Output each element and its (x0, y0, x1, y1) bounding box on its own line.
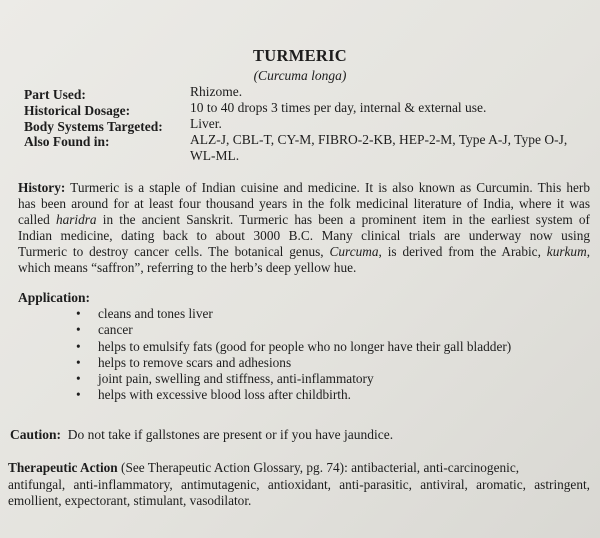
list-item: • cleans and tones liver (76, 306, 213, 321)
therapeutic-line: emollient, expectorant, stimulant, vasodilator. (8, 493, 252, 508)
historical-dosage-value: 10 to 40 drops 3 times per day, internal & external use. (190, 100, 487, 115)
caution-label: Caution: (10, 427, 62, 442)
history-line: has been around for at least four thousand years in the folk medicinal literature of India, where it was (18, 196, 590, 211)
history-label: History: (18, 180, 66, 195)
also-found-label: Also Found in: (24, 134, 110, 149)
bullet-icon: • (76, 322, 81, 338)
part-used-value: Rhizome. (190, 84, 243, 99)
bullet-icon: • (76, 306, 81, 321)
body-systems-label: Body Systems Targeted: (24, 119, 163, 134)
latin-name: (Curcuma longa) (253, 68, 347, 83)
arabic-term: kurkum (546, 244, 587, 259)
list-item: • helps with excessive blood loss after childbirth. (76, 387, 351, 403)
application-heading: Application: (18, 290, 91, 305)
application-list (76, 306, 511, 404)
list-item: • helps to emulsify fats (good for people who no longer have their gall bladder) (76, 338, 512, 354)
historical-dosage-label: Historical Dosage: (24, 103, 131, 118)
bullet-icon: • (76, 387, 81, 403)
therapeutic-line: Therapeutic Action (See Therapeutic Action Glossary, pg. 74): antibacterial, anti-carcinogenic, (8, 460, 520, 475)
history-line: called haridra in the ancient Sanskrit. Turmeric has been a prominent item in the earliest system of (18, 212, 590, 227)
genus-term: Curcuma (329, 244, 379, 259)
list-item: • cancer (76, 322, 133, 338)
history-line: History: Turmeric is a staple of Indian cuisine and medicine. It is also known as Curcumin. This herb (18, 180, 591, 195)
history-paragraph (18, 180, 590, 276)
bullet-icon: • (76, 354, 81, 370)
list-item: • helps to remove scars and adhesions (76, 354, 292, 370)
therapeutic-line: antifungal, anti-inflammatory, antimutagenic, antioxidant, anti-parasitic, antiviral, aromatic, astringent, (8, 476, 590, 492)
bullet-icon: • (76, 338, 81, 354)
history-line: which means “saffron”, referring to the herb’s deep yellow hue. (18, 260, 357, 275)
therapeutic-action (8, 460, 590, 510)
body-systems-value: Liver. (190, 116, 222, 131)
sanskrit-term: haridra (55, 212, 97, 227)
part-used-label: Part Used: (24, 87, 86, 102)
bullet-icon: • (76, 371, 81, 387)
list-item: • joint pain, swelling and stiffness, anti-inflammatory (76, 371, 374, 387)
history-line: Indian medicine, dating back to about 3000 B.C. Many clinical trials are underway now using (18, 228, 590, 243)
history-line: Turmeric to destroy cancer cells. The botanical genus, Curcuma, is derived from the Arabic, kurkum, (18, 244, 591, 259)
also-found-value-line1: ALZ-J, CBL-T, CY-M, FIBRO-2-KB, HEP-2-M, Type A-J, Type O-J, (190, 132, 568, 147)
therapeutic-label: Therapeutic Action (8, 460, 118, 475)
page-title: TURMERIC (252, 46, 348, 65)
also-found-value-line2: WL-ML. (190, 148, 240, 163)
caution-note (10, 427, 393, 443)
caution-text: Do not take if gallstones are present or if you have jaundice. (67, 427, 394, 442)
